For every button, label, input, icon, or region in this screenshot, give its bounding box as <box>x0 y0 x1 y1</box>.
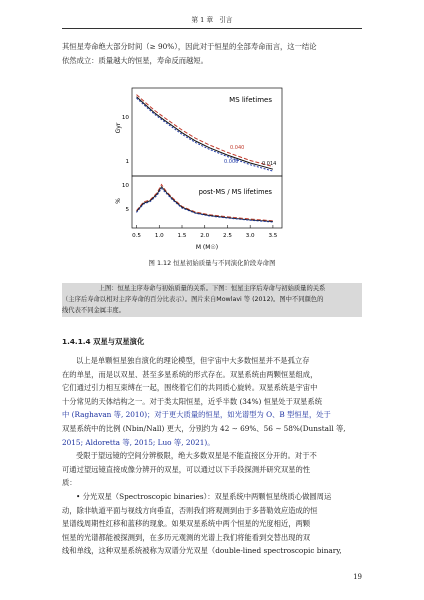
figure-caption-box <box>62 283 362 317</box>
annotation-black: 0.014 <box>262 161 277 167</box>
top-panel-label: MS lifetimes <box>229 96 272 104</box>
x-tick-label: 1.5 <box>177 233 187 239</box>
text-line: 受限于望远镜的空间分辨极限，绝大多数双星是不能直接区分开的。对于不 <box>76 451 317 461</box>
series-line-red <box>137 95 273 167</box>
x-tick-label: 3.5 <box>268 233 278 239</box>
body-text <box>62 354 362 558</box>
text-line: 以上是单颗恒星独自演化的理论模型，但宇宙中大多数恒星并不是孤立存 <box>76 356 310 365</box>
text-line: 在的单星，而是以双星、甚至多星系统的形式存在。双星系统由两颗恒星组成， <box>62 369 318 379</box>
top-ytick: 1 <box>125 159 129 165</box>
figure-lifetimes <box>112 86 312 254</box>
series-line-blue <box>137 98 273 171</box>
x-tick-label: 2.5 <box>223 233 232 239</box>
annotation-blue: 0.006 <box>224 159 239 165</box>
chapter-label: 第 1 章 <box>191 16 214 24</box>
page-number: 19 <box>353 573 362 581</box>
top-ylabel: Gyr <box>115 122 122 134</box>
running-header <box>0 14 424 26</box>
intro-paragraph <box>62 40 362 67</box>
text-line: 星谱线周期性红移和蓝移的现象。如果双星系统中两个恒星的光度相近，两颗 <box>62 519 311 529</box>
bottom-ylabel: % <box>115 198 122 204</box>
chapter-title: 引言 <box>219 16 233 24</box>
series-line-black <box>137 97 273 169</box>
section-heading: 1.4.1.4 双星与双星演化 <box>62 337 145 346</box>
bottom-ytick: 5 <box>125 207 129 213</box>
x-axis-label: M (M☉) <box>195 244 219 251</box>
figure-caption-title: 图 1.12 恒星初始质量与不同演化阶段寿命图 <box>148 259 276 267</box>
text-line: 质： <box>62 478 77 488</box>
header-rule <box>62 28 362 29</box>
text-line: 恒星的光谱都能被探测到，在多历元观测的光谱上我们将能看到交替出现的双 <box>62 532 311 542</box>
text-line: 动，除非轨道平面与视线方向垂直，否则我们将观测到由于多普勒效应造成的恒 <box>62 505 318 515</box>
text-line: 可通过望远镜直接成像分辨开的双星，可以通过以下手段探测并研究双星的性 <box>62 464 311 474</box>
text-line: 双星系统中的比例 (Nbin/Nall) 更大，分别约为 42 ∼ 69%、56 ∼ 58%(Dunstall 等, <box>62 423 346 433</box>
caption-line: 上图：恒星主序寿命与初始质量的关系。下图：恒星主序后寿命与初始质量的关系 <box>98 285 326 292</box>
caption-line: （主序后寿命以相对主序寿命的百分比表示）。图片来自Mowlavi 等 (2012)。图中不同颜色的 <box>62 296 324 303</box>
text-line[interactable]: 2015; Aldoretta 等, 2015; Luo 等, 2021)。 <box>62 437 215 447</box>
annotation-red: 0.040 <box>230 145 245 151</box>
caption-line: 线代表不同金属丰度。 <box>62 307 125 314</box>
bottom-panel-label: post-MS / MS lifetimes <box>198 188 272 196</box>
text-line: 其恒星寿命绝大部分时间（≥ 90%），因此对于恒星的全部寿命而言，这一结论 <box>62 42 317 51</box>
x-tick-label: 2.0 <box>200 233 210 239</box>
top-ytick: 10 <box>121 115 129 121</box>
bottom-ytick: 10 <box>121 183 129 189</box>
x-tick-label: 0.5 <box>132 233 141 239</box>
text-line: 依然成立：质量越大的恒星，寿命反而越短。 <box>62 55 208 65</box>
text-line: • 分光双星（Spectroscopic binaries）：双星系统中两颗恒星绕质心做圆周运 <box>76 491 332 501</box>
x-tick-label: 1.0 <box>154 233 164 239</box>
text-line: 十分常见的天体结构之一。对于类太阳恒星，近乎半数 (34%) 恒星处于双星系统 <box>62 396 323 406</box>
x-tick-label: 3.0 <box>245 233 255 239</box>
text-line: 线和单线，这种双星系统被称为双谱分光双星（double-lined spectroscopic binary, <box>62 546 342 556</box>
text-line: 它们通过引力相互束缚在一起，围绕着它们的共同质心旋转。双星系统是宇宙中 <box>62 383 318 393</box>
text-line[interactable]: 中 (Raghavan 等, 2010)；对于更大质量的恒星，如光谱型为 O、B 型恒星，处于 <box>62 410 331 420</box>
